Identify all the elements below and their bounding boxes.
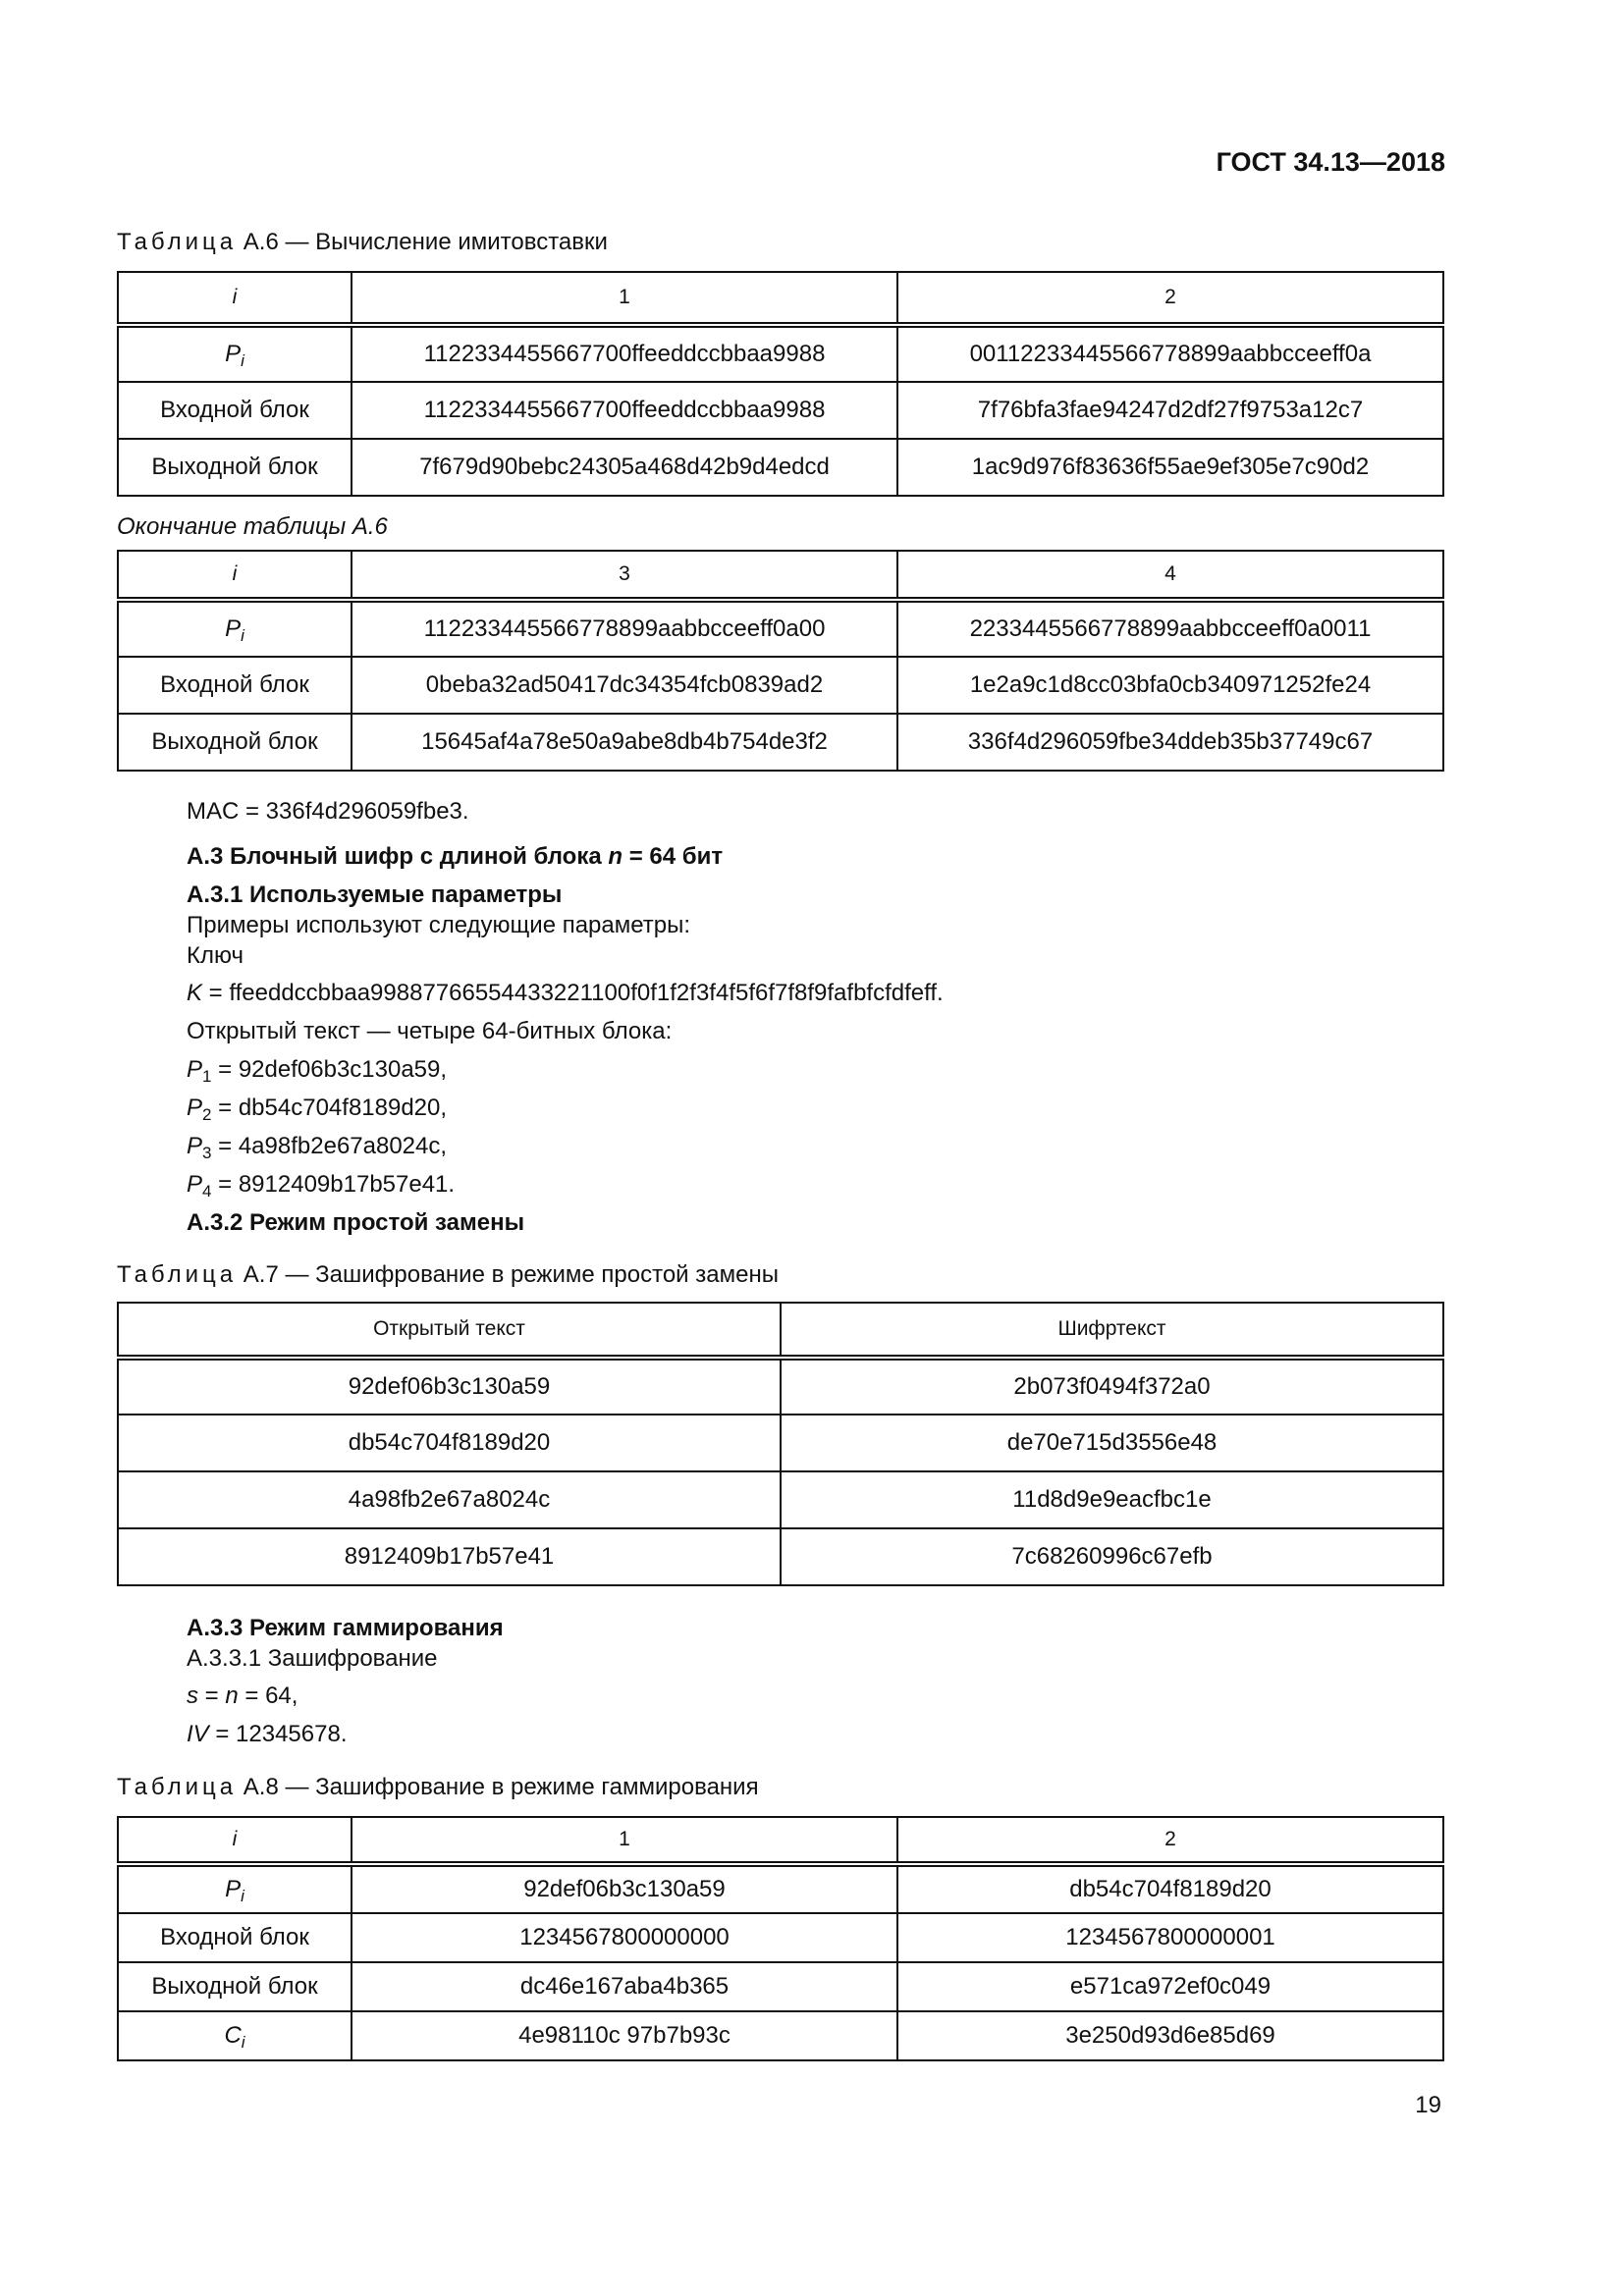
table-a6-end — [117, 550, 1444, 772]
var-p: P — [225, 1876, 242, 1902]
table-a8-caption-text: A.8 — Зашифрование в режиме гаммирования — [237, 1774, 759, 1800]
header-cell: 2 — [897, 272, 1443, 325]
row-label — [118, 2011, 352, 2060]
table-cell: dc46e167aba4b365 — [352, 1962, 897, 2011]
table-word: Таблица — [117, 229, 238, 255]
row-label: Входной блок — [118, 382, 352, 439]
table-cell: 4e98110c 97b7b93c — [352, 2011, 897, 2060]
table-a8 — [117, 1816, 1444, 2061]
var-c: C — [224, 2022, 242, 2049]
table-row — [118, 382, 1443, 439]
table-a7-caption-text: A.7 — Зашифрование в режиме простой замены — [237, 1261, 779, 1288]
var-k: K — [187, 980, 203, 1006]
var-n: n — [225, 1682, 239, 1709]
row-label: Выходной блок — [118, 714, 352, 771]
var-p: P — [187, 1171, 203, 1198]
key-line — [187, 979, 944, 1008]
table-cell: db54c704f8189d20 — [897, 1864, 1443, 1913]
header-cell: i — [118, 1817, 352, 1864]
table-row — [118, 600, 1443, 657]
header-cell: Шифртекст — [781, 1303, 1443, 1358]
table-row — [118, 1913, 1443, 1962]
table-row — [118, 1864, 1443, 1913]
table-cell: e571ca972ef0c049 — [897, 1962, 1443, 2011]
params-intro: Примеры используют следующие параметры: — [187, 912, 691, 938]
key-label: Ключ — [187, 942, 244, 969]
table-cell: 1234567800000001 — [897, 1913, 1443, 1962]
heading-text: = 64 бит — [623, 843, 724, 870]
table-cell: 11d8d9e9eacfbc1e — [781, 1471, 1443, 1528]
header-cell: i — [118, 272, 352, 325]
row-label: Выходной блок — [118, 439, 352, 496]
document-code: ГОСТ 34.13—2018 — [1216, 147, 1445, 177]
subscript: 3 — [202, 1144, 212, 1162]
p2-value: = db54c704f8189d20, — [211, 1095, 448, 1121]
heading-text: А.3 Блочный шифр с длиной блока — [187, 843, 609, 870]
table-a8-caption — [117, 1773, 759, 1802]
table-word: Таблица — [117, 1261, 238, 1288]
section-a32-heading: А.3.2 Режим простой замены — [187, 1209, 525, 1236]
table-cell: 15645af4a78e50a9abe8db4b754de3f2 — [352, 714, 897, 771]
subscript: 2 — [202, 1105, 212, 1124]
table-cell: 7f76bfa3fae94247d2df27f9753a12c7 — [897, 382, 1443, 439]
mac-line: MAC = 336f4d296059fbe3. — [187, 798, 469, 825]
table-header-row — [118, 272, 1443, 325]
p1-line — [187, 1055, 447, 1085]
section-a3-heading — [187, 842, 723, 872]
p3-value: = 4a98fb2e67a8024c, — [211, 1133, 448, 1159]
header-cell: 2 — [897, 1817, 1443, 1864]
table-row — [118, 1471, 1443, 1528]
table-header-row — [118, 551, 1443, 600]
table-cell: 4a98fb2e67a8024c — [118, 1471, 781, 1528]
subscript: i — [241, 351, 244, 370]
header-cell: 3 — [352, 551, 897, 600]
table-a6-end-caption: Окончание таблицы A.6 — [117, 513, 388, 540]
var-s: s — [187, 1682, 198, 1709]
s-value: = 64, — [238, 1682, 298, 1709]
table-cell: 7f679d90bebc24305a468d42b9d4edcd — [352, 439, 897, 496]
table-cell: 2b073f0494f372a0 — [781, 1358, 1443, 1415]
table-cell: 3e250d93d6e85d69 — [897, 2011, 1443, 2060]
header-cell: Открытый текст — [118, 1303, 781, 1358]
table-row — [118, 1528, 1443, 1585]
header-cell: 1 — [352, 272, 897, 325]
table-cell: 00112233445566778899aabbcceeff0a — [897, 325, 1443, 382]
table-cell: 1234567800000000 — [352, 1913, 897, 1962]
p3-line — [187, 1132, 447, 1161]
var-iv: IV — [187, 1721, 209, 1747]
p2-line — [187, 1094, 447, 1123]
subscript: 4 — [202, 1182, 212, 1201]
var-p: P — [225, 615, 242, 642]
row-label: Выходной блок — [118, 1962, 352, 2011]
table-word: Таблица — [117, 1774, 238, 1800]
table-cell: 1ac9d976f83636f55ae9ef305e7c90d2 — [897, 439, 1443, 496]
table-row — [118, 1358, 1443, 1415]
s-line — [187, 1682, 298, 1711]
row-label — [118, 600, 352, 657]
row-label — [118, 1864, 352, 1913]
table-cell: db54c704f8189d20 — [118, 1415, 781, 1471]
header-cell: i — [118, 551, 352, 600]
header-cell: 1 — [352, 1817, 897, 1864]
row-label: Входной блок — [118, 1913, 352, 1962]
p4-value: = 8912409b17b57e41. — [211, 1171, 456, 1198]
table-row — [118, 1415, 1443, 1471]
subscript: i — [241, 626, 244, 645]
table-a7-caption — [117, 1260, 779, 1290]
iv-value: = 12345678. — [208, 1721, 348, 1747]
section-a31-heading: А.3.1 Используемые параметры — [187, 881, 563, 908]
table-a7 — [117, 1302, 1444, 1586]
table-row — [118, 657, 1443, 714]
p1-value: = 92def06b3c130a59, — [211, 1056, 448, 1083]
row-label — [118, 325, 352, 382]
p4-line — [187, 1170, 455, 1200]
table-cell: 112233445566778899aabbcceeff0a00 — [352, 600, 897, 657]
table-cell: 92def06b3c130a59 — [118, 1358, 781, 1415]
equals: = — [198, 1682, 226, 1709]
table-row — [118, 2011, 1443, 2060]
table-a6-caption — [117, 228, 608, 257]
page-number: 19 — [1415, 2092, 1441, 2118]
var-p: P — [187, 1056, 203, 1083]
table-row — [118, 325, 1443, 382]
subscript: i — [241, 1887, 244, 1905]
var-n: n — [608, 843, 623, 870]
table-cell: 1122334455667700ffeeddccbbaa9988 — [352, 325, 897, 382]
iv-line — [187, 1720, 348, 1749]
table-row — [118, 439, 1443, 496]
header-cell: 4 — [897, 551, 1443, 600]
table-cell: 8912409b17b57e41 — [118, 1528, 781, 1585]
table-cell: 1122334455667700ffeeddccbbaa9988 — [352, 382, 897, 439]
plaintext-intro: Открытый текст — четыре 64-битных блока: — [187, 1018, 673, 1044]
table-cell: 2233445566778899aabbcceeff0a0011 — [897, 600, 1443, 657]
table-row — [118, 714, 1443, 771]
table-cell: 92def06b3c130a59 — [352, 1864, 897, 1913]
table-cell: 336f4d296059fbe34ddeb35b37749c67 — [897, 714, 1443, 771]
section-a33-heading: А.3.3 Режим гаммирования — [187, 1615, 504, 1641]
var-p: P — [187, 1095, 203, 1121]
table-cell: 1e2a9c1d8cc03bfa0cb340971252fe24 — [897, 657, 1443, 714]
table-header-row — [118, 1303, 1443, 1358]
var-p: P — [187, 1133, 203, 1159]
subscript: 1 — [202, 1067, 212, 1086]
table-a6 — [117, 271, 1444, 497]
table-cell: 7c68260996c67efb — [781, 1528, 1443, 1585]
table-a6-caption-text: A.6 — Вычисление имитовставки — [237, 229, 608, 255]
section-a331: А.3.3.1 Зашифрование — [187, 1645, 438, 1672]
table-row — [118, 1962, 1443, 2011]
var-p: P — [225, 341, 242, 367]
table-cell: 0beba32ad50417dc34354fcb0839ad2 — [352, 657, 897, 714]
key-value: = ffeeddccbbaa99887766554433221100f0f1f2f3f4f5f6f7f8f9fafbfcfdfeff. — [202, 980, 944, 1006]
table-cell: de70e715d3556e48 — [781, 1415, 1443, 1471]
table-header-row — [118, 1817, 1443, 1864]
row-label: Входной блок — [118, 657, 352, 714]
subscript: i — [241, 2033, 245, 2052]
